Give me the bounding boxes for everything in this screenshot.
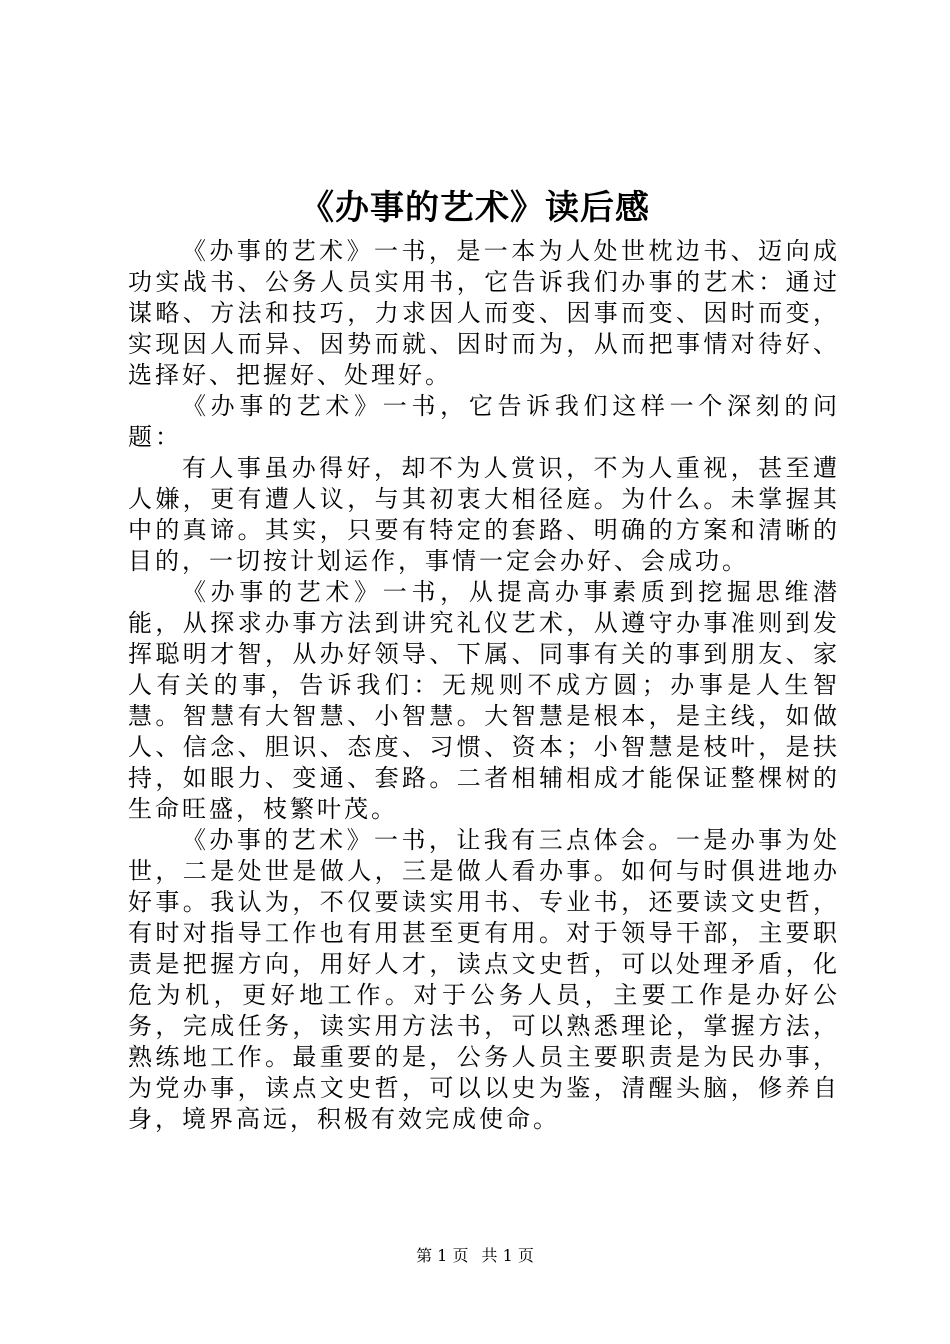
- paragraph: 《办事的艺术》一书，它告诉我们这样一个深刻的问题：: [128, 392, 840, 451]
- paragraph: 《办事的艺术》一书，让我有三点体会。一是办事为处世，二是处世是做人，三是做人看办事。如何与时俱进地办好事。我认为，不仅要读实用书、专业书，还要读文史哲，有时对指导工作也有用甚至更有用。对于领导干部，主要职责是把握方向，用好人才，读点文史哲，可以处理矛盾，化危为机，更好地工作。对于公务人员，主要工作是办好公务，完成任务，读实用方法书，可以熟悉理论，掌握方法，熟练地工作。最重要的是，公务人员主要职责是为民办事，为党办事，读点文史哲，可以以史为鉴，清醒头脑，修养自身，境界高远，积极有效完成使命。: [128, 826, 840, 1133]
- paragraph: 有人事虽办得好，却不为人赏识，不为人重视，甚至遭人嫌，更有遭人议，与其初衷大相径庭。为什么。未掌握其中的真谛。其实，只要有特定的套路、明确的方案和清晰的目的，一切按计划运作，事情一定会办好、会成功。: [128, 454, 840, 575]
- page-footer: [0, 1246, 950, 1266]
- page-total: 共 1 页: [481, 1246, 534, 1265]
- document-title: 《办事的艺术》读后感: [300, 188, 650, 228]
- page-number: 第 1 页: [416, 1246, 469, 1265]
- paragraph: 《办事的艺术》一书，是一本为人处世枕边书、迈向成功实战书、公务人员实用书，它告诉我们办事的艺术：通过谋略、方法和技巧，力求因人而变、因事而变、因时而变，实现因人而异、因势而就、因时而为，从而把事情对待好、选择好、把握好、处理好。: [128, 237, 840, 389]
- document-body: [128, 236, 840, 1135]
- paragraph: 《办事的艺术》一书，从提高办事素质到挖掘思维潜能，从探求办事方法到讲究礼仪艺术，从遵守办事准则到发挥聪明才智，从办好领导、下属、同事有关的事到朋友、家人有关的事，告诉我们：无规则不成方圆；办事是人生智慧。智慧有大智慧、小智慧。大智慧是根本，是主线，如做人、信念、胆识、态度、习惯、资本；小智慧是枝叶，是扶持，如眼力、变通、套路。二者相辅相成才能保证整棵树的生命旺盛，枝繁叶茂。: [128, 578, 840, 823]
